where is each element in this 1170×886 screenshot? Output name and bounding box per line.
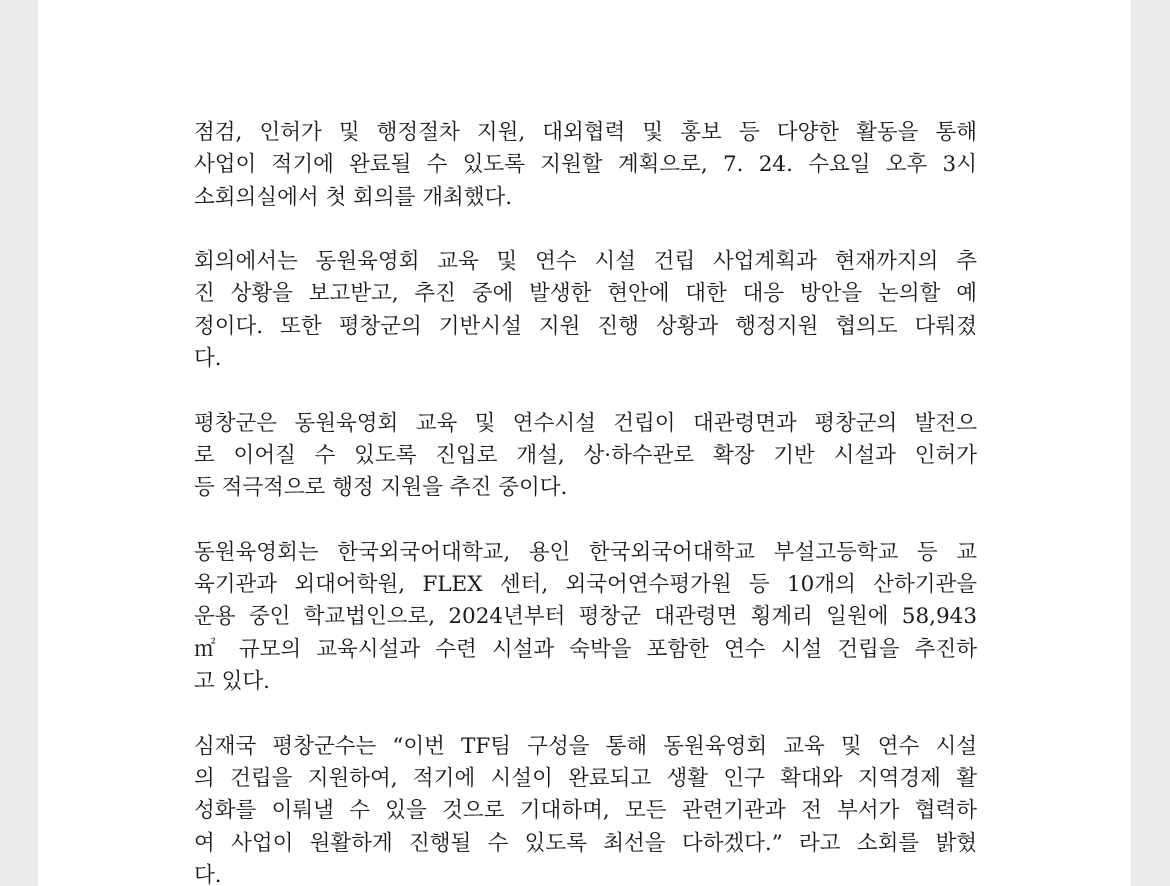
paragraph-5: [194, 731, 977, 886]
text-line: 진 상황을 보고받고, 추진 중에 발생한 현안에 대한 대응 방안을 논의할 예: [194, 281, 977, 307]
text-line: 심재국 평창군수는 “이번 TF팀 구성을 통해 동원육영회 교육 및 연수 시설: [194, 733, 977, 759]
text-line: 로 이어질 수 있도록 진입로 개설, 상·하수관로 확장 기반 시설과 인허가: [194, 442, 977, 468]
text-line: 사업이 적기에 완료될 수 있도록 지원할 계획으로, 7. 24. 수요일 오후 3시: [194, 152, 977, 178]
paragraph-2: [194, 246, 977, 375]
text-line: 점검, 인허가 및 행정절차 지원, 대외협력 및 홍보 등 다양한 활동을 통해: [194, 120, 977, 145]
text-line: 다.: [194, 862, 222, 886]
text-line: 소회의실에서 첫 회의를 개최했다.: [194, 184, 513, 210]
text-line: 다.: [194, 346, 222, 372]
text-line: 동원육영회는 한국외국어대학교, 용인 한국외국어대학교 부설고등학교 등 교: [194, 539, 977, 565]
paragraph-3: [194, 408, 977, 505]
text-line: ㎡ 규모의 교육시설과 수련 시설과 숙박을 포함한 연수 시설 건립을 추진하: [194, 636, 977, 662]
text-line: 의 건립을 지원하여, 적기에 시설이 완료되고 생활 인구 확대와 지역경제 활: [194, 765, 977, 791]
text-line: 정이다. 또한 평창군의 기반시설 지원 진행 상황과 행정지원 협의도 다뤄졌: [194, 313, 977, 339]
text-line: 성화를 이뤄낼 수 있을 것으로 기대하며, 모든 관련기관과 전 부서가 협력하: [194, 798, 977, 824]
document-body: [194, 117, 977, 886]
document-page[interactable]: [38, 0, 1131, 886]
text-line: 운용 중인 학교법인으로, 2024년부터 평창군 대관령면 횡계리 일원에 58,943: [194, 604, 977, 630]
paragraph-1: [194, 117, 977, 214]
paragraph-4: [194, 537, 977, 698]
text-line: 육기관과 외대어학원, FLEX 센터, 외국어연수평가원 등 10개의 산하기관을: [194, 572, 977, 598]
text-line: 평창군은 동원육영회 교육 및 연수시설 건립이 대관령면과 평창군의 발전으: [194, 410, 977, 436]
text-line: 등 적극적으로 행정 지원을 추진 중이다.: [194, 475, 568, 501]
text-line: 회의에서는 동원육영회 교육 및 연수 시설 건립 사업계획과 현재까지의 추: [194, 249, 977, 275]
text-line: 고 있다.: [194, 669, 270, 695]
text-line: 여 사업이 원활하게 진행될 수 있도록 최선을 다하겠다.” 라고 소회를 밝혔: [194, 830, 977, 856]
